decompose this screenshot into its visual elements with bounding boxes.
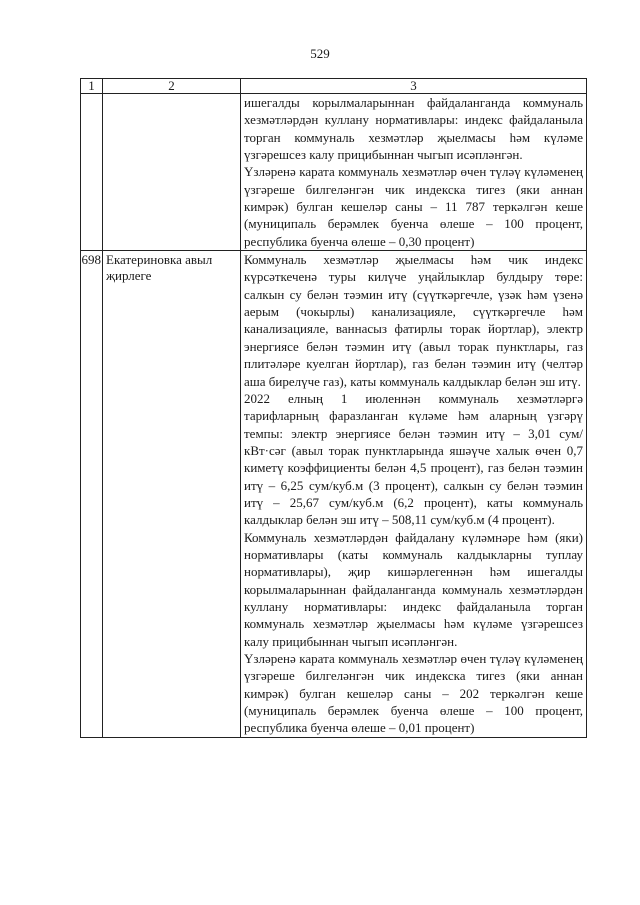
column-header-1: 1 bbox=[81, 79, 103, 94]
paragraph: Үзләренә карата коммуналь хезмәтләр өчен түләү күләменең үзгәреше билгеләнгән чик индекска тигез (яки аннан кимрәк) булган кешеләр саны – 202 теркәлгән кеше (муниципаль берәмлек буенча өлеше – 100 процент, республика буенча өлеше – 0,01 процент) bbox=[244, 651, 583, 736]
page-number: 529 bbox=[310, 46, 330, 61]
paragraph: ишегалды корылмаларыннан файдаланганда коммуналь хезмәтләрдән куллану нормативлары: индекс файдаланыла торган коммуналь хезмәтләр җыелмасы һәм күләме үзгәрешсез калу прицибыннан чыгып исәпләнгән. bbox=[244, 95, 583, 163]
row-number-cell: 698 bbox=[81, 251, 103, 738]
column-header-2: 2 bbox=[103, 79, 241, 94]
column-header-3: 3 bbox=[241, 79, 587, 94]
settlement-name-cell bbox=[103, 94, 241, 251]
settlement-name-cell: Екатериновка авыл җирлеге bbox=[103, 251, 241, 738]
description-cell bbox=[241, 94, 587, 251]
paragraph: Үзләренә карата коммуналь хезмәтләр өчен түләү күләменең үзгәреше билгеләнгән чик индекска тигез (яки аннан кимрәк) булган кешеләр саны – 11 787 теркәлгән кеше (муниципаль берәмлек буенча өлеше – 100 процент, республика буенча өлеше – 0,30 процент) bbox=[244, 164, 583, 249]
paragraph: 2022 елның 1 июленнән коммуналь хезмәтләргә тарифларның фаразланган күләме һәм аларның үзгәрү темпы: электр энергиясе белән тәэмин итү – 3,01 сум/кВт·сәг (авыл торак пунктларында яшәүче халык өчен 0,7 киметү коэффициенты белән 4,5 процент), газ белән тәэмин итү – 6,25 сум/куб.м (3 процент), салкын су белән тәэмин итү – 25,67 сум/куб.м (6,2 процент), каты коммуналь калдыклар белән эш итү – 508,11 сум/куб.м (4 процент). bbox=[244, 390, 583, 528]
description-cell bbox=[241, 251, 587, 738]
paragraph: Коммуналь хезмәтләрдән файдалану күләмнәре һәм (яки) нормативлары (каты коммуналь калдыкларны туплау нормативлары), җир кишәрлегеннән һәм ишегалды корылмаларыннан файдаланганда коммуналь хезмәтләрдән куллану нормативлары: индекс файдаланыла торган коммуналь хезмәтләр җыелмасы һәм күләме үзгәрешсез калу прицибыннан чыгып исәпләнгән. bbox=[244, 529, 583, 649]
table-row bbox=[81, 251, 587, 738]
continuation-row bbox=[81, 94, 587, 251]
table-header-row bbox=[81, 79, 587, 94]
data-table bbox=[80, 78, 587, 738]
paragraph: Коммуналь хезмәтләр җыелмасы һәм чик индекс күрсәткеченә туры килүче уңайлыклар булдыру төре: салкын су белән тәэмин итү (сүүткәргечле, үзәк һәм үзенә аерым (чокырлы) канализацияле, сүүткәргечле һәм канализацияле, ваннасыз фатирлы торак йортлар), электр энергиясе белән тәэмин итү (авыл торак пунктлары, газ плитәләре куелган йортлар), газ белән тәэмин итү (челтәр аша бирелүче газ), каты коммуналь калдыклар белән эш итү. bbox=[244, 252, 583, 389]
row-number-cell bbox=[81, 94, 103, 251]
